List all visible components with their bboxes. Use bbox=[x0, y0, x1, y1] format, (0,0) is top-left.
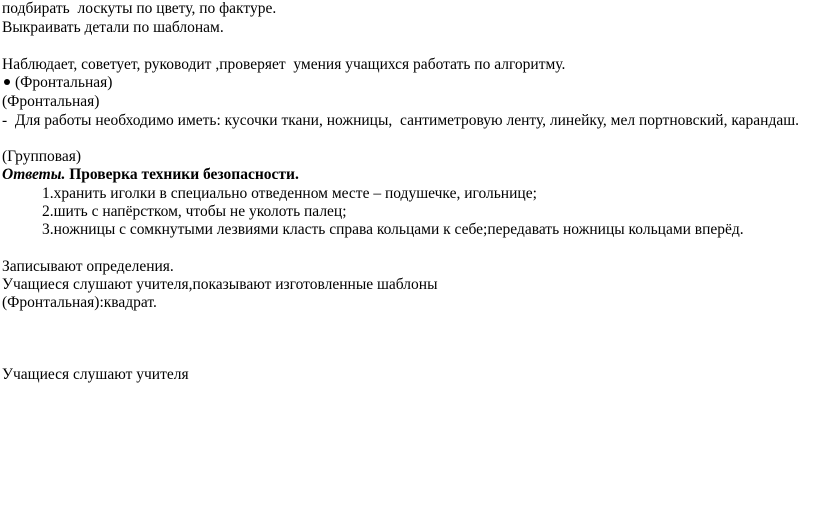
text-line-2: Выкраивать детали по шаблонам. bbox=[2, 19, 224, 36]
rule-item-1: 1.хранить иголки в специально отведенном месте – подушечке, игольнице; bbox=[42, 185, 537, 202]
text-line-13: Учащиеся слушают учителя,показывают изготовленные шаблоны bbox=[2, 276, 438, 293]
text-line-5: (Фронтальная) bbox=[2, 93, 100, 110]
rule-item-2: 2.шить с напёрстком, чтобы не уколоть палец; bbox=[42, 203, 347, 220]
text-line-4: (Фронтальная) bbox=[15, 74, 113, 91]
safety-heading bbox=[2, 166, 299, 184]
text-line-1: подбирать лоскуты по цвету, по фактуре. bbox=[2, 0, 277, 17]
bullet-icon bbox=[4, 79, 10, 85]
text-line-15: Учащиеся слушают учителя bbox=[2, 366, 189, 383]
text-line-14: (Фронтальная):квадрат. bbox=[2, 294, 157, 311]
safety-title: Проверка техники безопасности. bbox=[65, 166, 299, 183]
text-line-7: (Групповая) bbox=[2, 148, 82, 165]
text-line-3: Наблюдает, советует, руководит ,проверяет умения учащихся работать по алгоритму. bbox=[2, 56, 566, 73]
text-line-6: - Для работы необходимо иметь: кусочки ткани, ножницы, сантиметровую ленту, линейку, мел портновский, карандаш. bbox=[2, 112, 800, 129]
bullet-line bbox=[2, 74, 112, 92]
text-line-12: Записывают определения. bbox=[2, 258, 174, 275]
answers-label: Ответы. bbox=[2, 166, 66, 183]
rule-item-3: 3.ножницы с сомкнутыми лезвиями класть справа кольцами к себе;передавать ножницы кольцами вперёд. bbox=[42, 221, 744, 238]
